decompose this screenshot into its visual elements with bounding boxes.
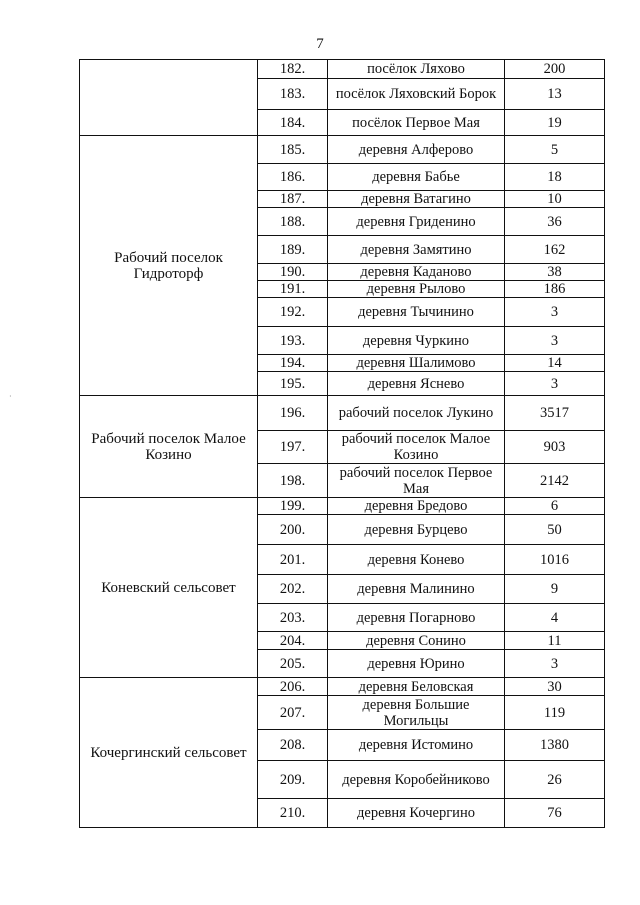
settlement-name-cell: деревня Ватагино	[328, 191, 505, 208]
row-number-cell: 186.	[258, 164, 328, 191]
settlement-name-cell: деревня Рылово	[328, 281, 505, 298]
population-cell: 3517	[505, 396, 605, 431]
population-cell: 3	[505, 298, 605, 327]
row-number-cell: 201.	[258, 545, 328, 575]
settlements-table	[79, 59, 605, 828]
settlement-name-cell: деревня Шалимово	[328, 355, 505, 372]
row-number-cell: 210.	[258, 799, 328, 828]
table-body	[80, 60, 605, 828]
settlement-name-cell: деревня Сонино	[328, 632, 505, 650]
population-cell: 1380	[505, 730, 605, 761]
settlement-name-cell: деревня Погарново	[328, 604, 505, 632]
population-cell: 14	[505, 355, 605, 372]
population-cell: 4	[505, 604, 605, 632]
population-cell: 36	[505, 208, 605, 236]
table-row	[80, 498, 605, 515]
population-cell: 19	[505, 110, 605, 136]
population-cell: 38	[505, 264, 605, 281]
row-number-cell: 203.	[258, 604, 328, 632]
row-number-cell: 194.	[258, 355, 328, 372]
row-number-cell: 195.	[258, 372, 328, 396]
row-number-cell: 199.	[258, 498, 328, 515]
settlement-name-cell: деревня Коробейниково	[328, 761, 505, 799]
row-number-cell: 188.	[258, 208, 328, 236]
margin-mark: ·	[9, 392, 12, 401]
row-number-cell: 206.	[258, 678, 328, 696]
settlement-name-cell: деревня Бредово	[328, 498, 505, 515]
settlement-name-cell: деревня Тычинино	[328, 298, 505, 327]
settlement-name-cell: посёлок Ляхово	[328, 60, 505, 79]
settlement-name-cell: деревня Конево	[328, 545, 505, 575]
row-number-cell: 182.	[258, 60, 328, 79]
population-cell: 9	[505, 575, 605, 604]
population-cell: 50	[505, 515, 605, 545]
population-cell: 10	[505, 191, 605, 208]
settlement-name-cell: деревня Бурцево	[328, 515, 505, 545]
settlement-name-cell: деревня Замятино	[328, 236, 505, 264]
settlement-name-cell: деревня Бабье	[328, 164, 505, 191]
settlement-name-cell: деревня Большие Могильцы	[328, 696, 505, 730]
row-number-cell: 193.	[258, 327, 328, 355]
settlement-name-cell: деревня Яснево	[328, 372, 505, 396]
population-cell: 162	[505, 236, 605, 264]
table-row	[80, 60, 605, 79]
population-cell: 903	[505, 431, 605, 464]
settlement-name-cell: рабочий поселок Лукино	[328, 396, 505, 431]
row-number-cell: 190.	[258, 264, 328, 281]
population-cell: 2142	[505, 464, 605, 498]
settlement-name-cell: деревня Юрино	[328, 650, 505, 678]
settlement-name-cell: деревня Алферово	[328, 136, 505, 164]
row-number-cell: 209.	[258, 761, 328, 799]
row-number-cell: 191.	[258, 281, 328, 298]
row-number-cell: 187.	[258, 191, 328, 208]
population-cell: 6	[505, 498, 605, 515]
municipality-cell: Рабочий поселок Гидроторф	[80, 136, 258, 396]
settlement-name-cell: рабочий поселок Первое Мая	[328, 464, 505, 498]
population-cell: 186	[505, 281, 605, 298]
row-number-cell: 196.	[258, 396, 328, 431]
row-number-cell: 189.	[258, 236, 328, 264]
population-cell: 200	[505, 60, 605, 79]
population-cell: 5	[505, 136, 605, 164]
population-cell: 30	[505, 678, 605, 696]
settlement-name-cell: деревня Беловская	[328, 678, 505, 696]
settlement-name-cell: деревня Кочергино	[328, 799, 505, 828]
population-cell: 3	[505, 650, 605, 678]
population-cell: 3	[505, 372, 605, 396]
settlement-name-cell: посёлок Первое Мая	[328, 110, 505, 136]
settlement-name-cell: посёлок Ляховский Борок	[328, 79, 505, 110]
municipality-cell	[80, 60, 258, 136]
table-row	[80, 396, 605, 431]
municipality-cell: Рабочий поселок Малое Козино	[80, 396, 258, 498]
row-number-cell: 184.	[258, 110, 328, 136]
settlement-name-cell: деревня Истомино	[328, 730, 505, 761]
row-number-cell: 197.	[258, 431, 328, 464]
row-number-cell: 185.	[258, 136, 328, 164]
row-number-cell: 200.	[258, 515, 328, 545]
row-number-cell: 207.	[258, 696, 328, 730]
population-cell: 76	[505, 799, 605, 828]
settlement-name-cell: деревня Чуркино	[328, 327, 505, 355]
row-number-cell: 198.	[258, 464, 328, 498]
population-cell: 13	[505, 79, 605, 110]
settlement-name-cell: деревня Каданово	[328, 264, 505, 281]
municipality-cell: Кочергинский сельсовет	[80, 678, 258, 828]
table-row	[80, 136, 605, 164]
row-number-cell: 192.	[258, 298, 328, 327]
population-cell: 11	[505, 632, 605, 650]
population-cell: 1016	[505, 545, 605, 575]
row-number-cell: 208.	[258, 730, 328, 761]
row-number-cell: 204.	[258, 632, 328, 650]
table-row	[80, 678, 605, 696]
settlement-name-cell: деревня Малинино	[328, 575, 505, 604]
page-number: 7	[316, 36, 324, 52]
settlement-name-cell: деревня Гриденино	[328, 208, 505, 236]
municipality-cell: Коневский сельсовет	[80, 498, 258, 678]
row-number-cell: 205.	[258, 650, 328, 678]
population-cell: 18	[505, 164, 605, 191]
row-number-cell: 202.	[258, 575, 328, 604]
population-cell: 3	[505, 327, 605, 355]
row-number-cell: 183.	[258, 79, 328, 110]
settlement-name-cell: рабочий поселок Малое Козино	[328, 431, 505, 464]
population-cell: 119	[505, 696, 605, 730]
population-cell: 26	[505, 761, 605, 799]
